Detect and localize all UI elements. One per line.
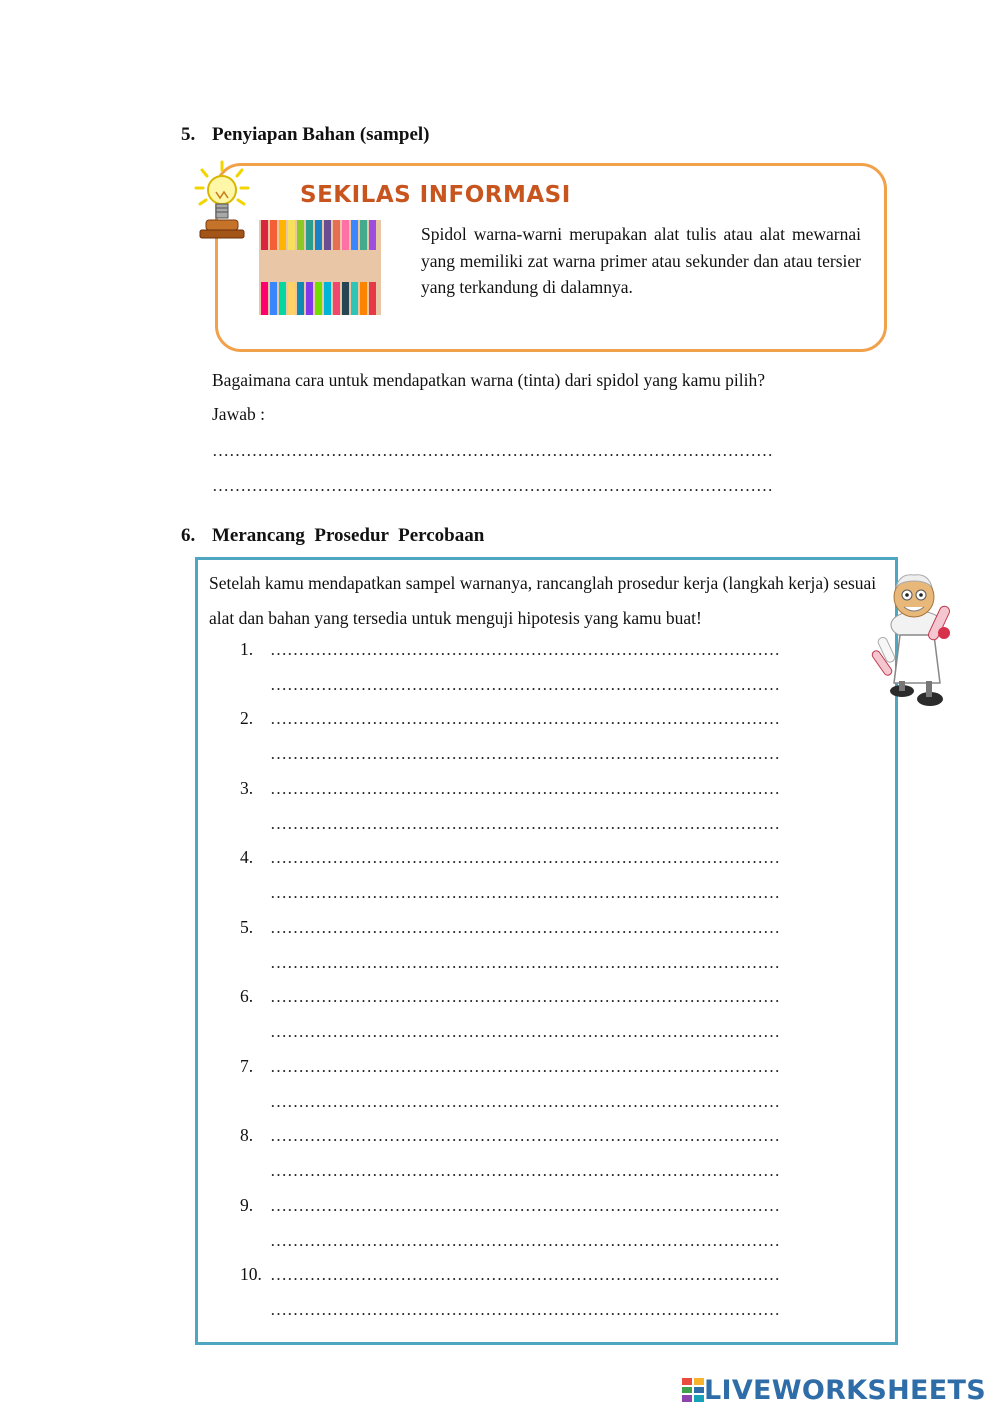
lightbulb-icon xyxy=(192,160,252,242)
step-line[interactable]: ……………………………………………………………………………… xyxy=(270,953,780,972)
step-line[interactable]: ……………………………………………………………………………… xyxy=(270,987,780,1006)
question-text: Bagaimana cara untuk mendapatkan warna (tinta) dari spidol yang kamu pilih? xyxy=(212,370,766,390)
section-5-number: 5. xyxy=(181,124,196,145)
step-number: 8. xyxy=(240,1125,254,1145)
section-5-title: Penyiapan Bahan (sampel) xyxy=(212,124,430,145)
step-line[interactable]: ……………………………………………………………………………… xyxy=(270,1265,780,1284)
answer-line-2[interactable]: ……………………………………………………………………………………… xyxy=(212,476,773,495)
step-line[interactable]: ……………………………………………………………………………… xyxy=(270,1196,780,1215)
step-line[interactable]: ……………………………………………………………………………… xyxy=(270,779,780,798)
step-number: 7. xyxy=(240,1056,254,1076)
step-number: 5. xyxy=(240,917,254,937)
scientist-mascot-icon xyxy=(870,565,965,715)
step-line[interactable]: ……………………………………………………………………………… xyxy=(270,1231,780,1250)
answer-line-1[interactable]: ……………………………………………………………………………………… xyxy=(212,441,773,460)
step-number: 4. xyxy=(240,847,254,867)
section-6-heading xyxy=(181,525,484,547)
step-number: 2. xyxy=(240,708,254,728)
step-number: 1. xyxy=(240,639,254,659)
step-line[interactable]: ……………………………………………………………………………… xyxy=(270,918,780,937)
step-line[interactable]: ……………………………………………………………………………… xyxy=(270,848,780,867)
section-6-number: 6. xyxy=(181,525,196,546)
step-line[interactable]: ……………………………………………………………………………… xyxy=(270,814,780,833)
step-line[interactable]: ……………………………………………………………………………… xyxy=(270,883,780,902)
step-line[interactable]: ……………………………………………………………………………… xyxy=(270,1092,780,1111)
step-number: 9. xyxy=(240,1195,254,1215)
step-number: 6. xyxy=(240,986,254,1006)
step-line[interactable]: ……………………………………………………………………………… xyxy=(270,709,780,728)
step-line[interactable]: ……………………………………………………………………………… xyxy=(270,1161,780,1180)
colored-markers-image xyxy=(259,220,381,315)
info-text: Spidol warna-warni merupakan alat tulis atau alat mewarnai yang memiliki zat warna primer atau sekunder dan atau tersier yang terkandung di dalamnya. xyxy=(421,224,861,297)
step-line[interactable]: ……………………………………………………………………………… xyxy=(270,675,780,694)
step-number: 10. xyxy=(240,1264,262,1284)
step-line[interactable]: ……………………………………………………………………………… xyxy=(270,1126,780,1145)
step-line[interactable]: ……………………………………………………………………………… xyxy=(270,640,780,659)
step-line[interactable]: ……………………………………………………………………………… xyxy=(270,1300,780,1319)
liveworksheets-logo xyxy=(682,1374,986,1406)
procedure-instruction: Setelah kamu mendapatkan sampel warnanya, rancanglah prosedur kerja (langkah kerja) sesuai alat dan bahan yang tersedia untuk menguji hipotesis yang kamu buat! xyxy=(209,573,877,628)
info-title: SEKILAS INFORMASI xyxy=(300,182,571,208)
liveworksheets-logo-icon xyxy=(682,1378,704,1402)
liveworksheets-brand: LIVEWORKSHEETS xyxy=(703,1374,986,1406)
answer-label: Jawab : xyxy=(212,404,265,424)
step-line[interactable]: ……………………………………………………………………………… xyxy=(270,1022,780,1041)
section-6-title: Merancang Prosedur Percobaan xyxy=(212,525,485,546)
step-line[interactable]: ……………………………………………………………………………… xyxy=(270,1057,780,1076)
step-line[interactable]: ……………………………………………………………………………… xyxy=(270,744,780,763)
step-number: 3. xyxy=(240,778,254,798)
section-5-heading xyxy=(181,124,429,146)
